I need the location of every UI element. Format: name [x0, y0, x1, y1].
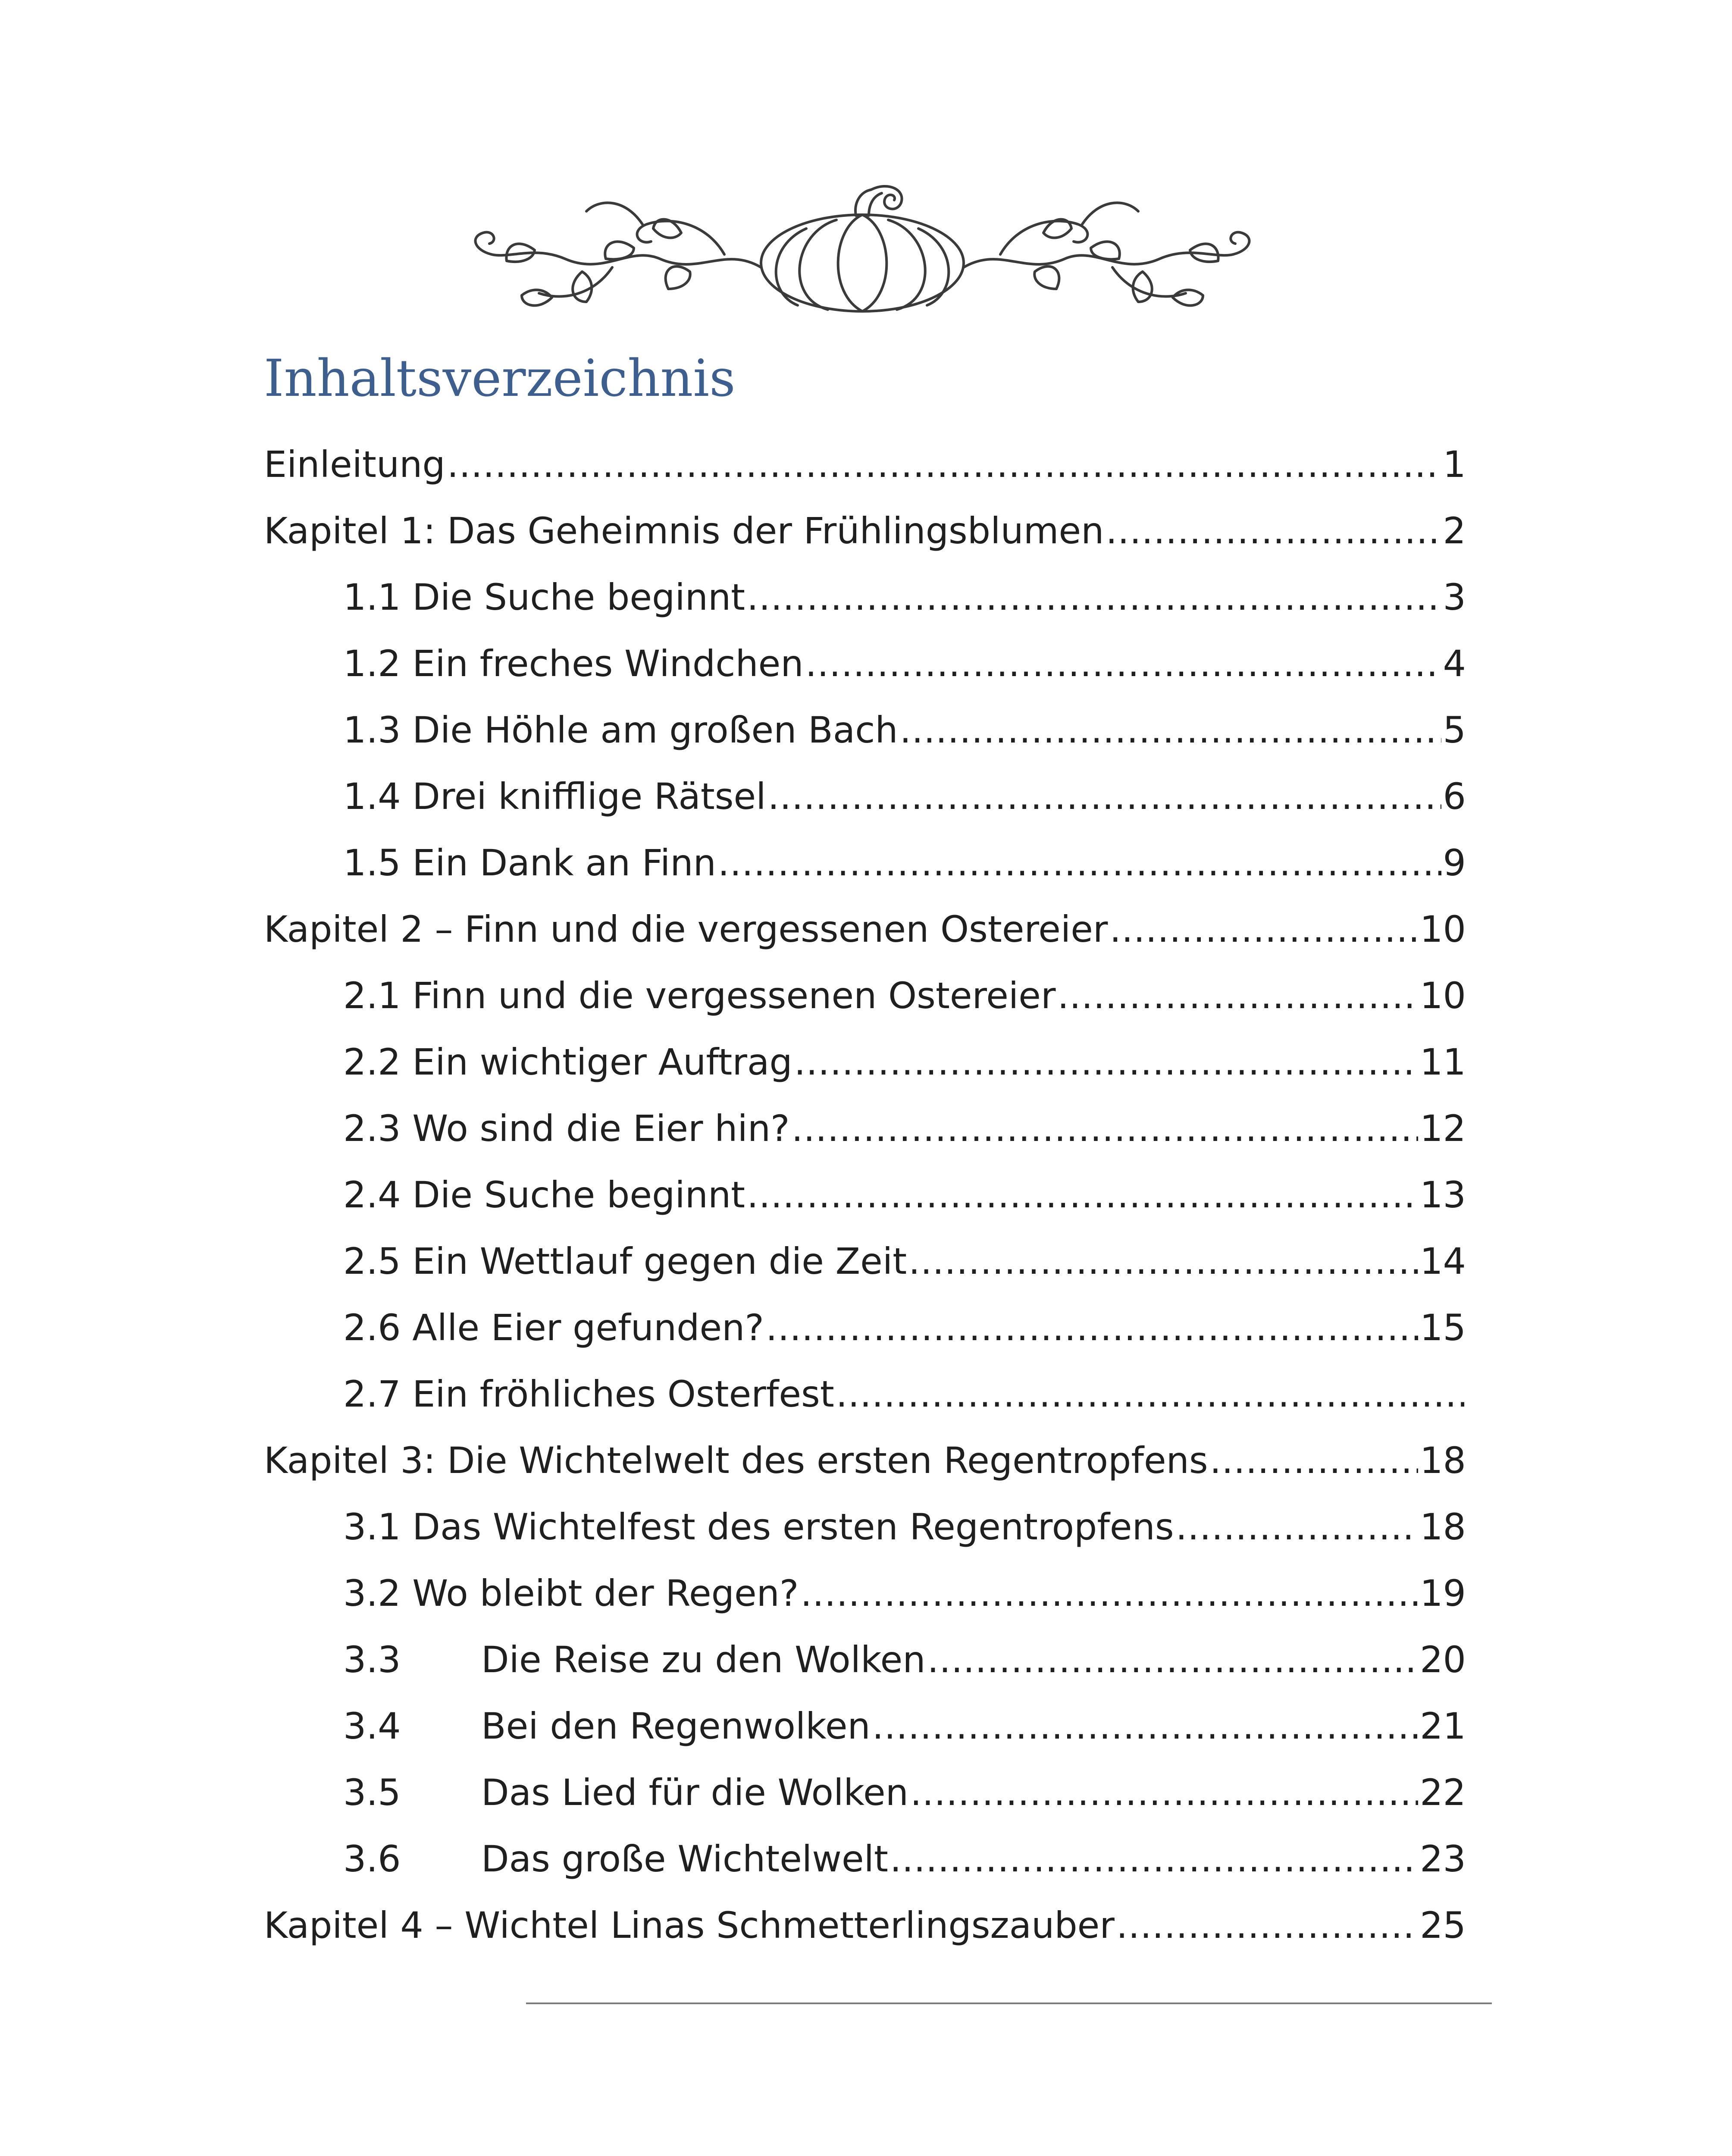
toc-entry-title: 2.2 Ein wichtiger Auftrag: [343, 1041, 792, 1083]
toc-entry[interactable]: [264, 564, 1466, 630]
toc-dot-leader: [908, 1228, 1418, 1294]
toc-entry-title: 1.4 Drei knifflige Rätsel: [343, 775, 766, 818]
toc-entry[interactable]: [264, 1162, 1466, 1228]
toc-entry[interactable]: [264, 1095, 1466, 1162]
toc-entry-page-number: 5: [1443, 709, 1466, 751]
toc-entry-title: Kapitel 1: Das Geheimnis der Frühlingsblumen: [264, 510, 1104, 552]
toc-list: [264, 431, 1466, 1959]
toc-entry-title: 2.7 Ein fröhliches Osterfest: [343, 1373, 834, 1415]
toc-entry-page-number: 21: [1420, 1705, 1466, 1747]
toc-entry-title: Kapitel 3: Die Wichtelwelt des ersten Regentropfens: [264, 1439, 1208, 1482]
toc-entry-title: 3.2 Wo bleibt der Regen?: [343, 1572, 799, 1614]
toc-dot-leader: [794, 1029, 1418, 1095]
toc-dot-leader: [1116, 1892, 1418, 1959]
toc-entry[interactable]: [264, 896, 1466, 962]
toc-entry[interactable]: [264, 630, 1466, 697]
toc-entry-page-number: 11: [1420, 1041, 1466, 1083]
toc-entry-title: 2.1 Finn und die vergessenen Ostereier: [343, 975, 1056, 1017]
toc-dot-leader: [792, 1095, 1418, 1162]
toc-dot-leader: [836, 1361, 1464, 1427]
toc-entry-page-number: 9: [1443, 842, 1466, 884]
toc-entry[interactable]: [264, 1892, 1466, 1959]
toc-dot-leader: [890, 1826, 1418, 1892]
toc-entry[interactable]: [264, 763, 1466, 830]
toc-entry-page-number: 3: [1443, 576, 1466, 618]
toc-entry-page-number: 14: [1420, 1240, 1466, 1282]
toc-entry-title: 1.1 Die Suche beginnt: [343, 576, 745, 618]
toc-entry-title: [343, 1626, 926, 1693]
toc-entry-page-number: 20: [1420, 1639, 1466, 1681]
toc-dot-leader: [747, 1162, 1418, 1228]
toc-entry-number: 3.4: [343, 1705, 401, 1747]
toc-entry[interactable]: [264, 697, 1466, 763]
toc-entry-page-number: 23: [1420, 1838, 1466, 1880]
toc-dot-leader: [1176, 1494, 1419, 1560]
toc-entry-title: 1.3 Die Höhle am großen Bach: [343, 709, 898, 751]
toc-entry[interactable]: [264, 1759, 1466, 1826]
toc-dot-leader: [800, 1560, 1418, 1626]
toc-entry-title: Einleitung: [264, 443, 445, 486]
toc-dot-leader: [766, 1294, 1418, 1361]
toc-dot-leader: [1109, 896, 1418, 962]
toc-dot-leader: [1057, 962, 1418, 1029]
toc-dot-leader: [768, 763, 1441, 830]
toc-entry-page-number: 13: [1420, 1174, 1466, 1216]
toc-dot-leader: [900, 697, 1441, 763]
toc-dot-leader: [1106, 498, 1441, 564]
toc-dot-leader: [872, 1693, 1418, 1759]
toc-entry-number: 3.6: [343, 1838, 401, 1880]
toc-entry-label: Das große Wichtelwelt: [481, 1838, 888, 1880]
toc-entry-number: 3.3: [343, 1639, 401, 1681]
toc-dot-leader: [1210, 1427, 1418, 1494]
toc-entry[interactable]: [264, 1560, 1466, 1626]
toc-heading: Inhaltsverzeichnis: [264, 348, 736, 408]
toc-entry[interactable]: [264, 431, 1466, 498]
toc-dot-leader: [747, 564, 1441, 630]
toc-dot-leader: [927, 1626, 1419, 1693]
toc-dot-leader: [718, 830, 1441, 896]
toc-entry[interactable]: [264, 498, 1466, 564]
toc-entry[interactable]: [264, 1228, 1466, 1294]
toc-entry-page-number: 15: [1420, 1307, 1466, 1349]
toc-entry-page-number: 22: [1420, 1771, 1466, 1814]
toc-entry-title: 2.3 Wo sind die Eier hin?: [343, 1107, 790, 1150]
toc-entry-page-number: 18: [1420, 1439, 1466, 1482]
toc-entry-title: 1.2 Ein freches Windchen: [343, 642, 804, 685]
pumpkin-ornament-icon: [457, 172, 1268, 319]
toc-entry-page-number: 6: [1443, 775, 1466, 818]
toc-entry[interactable]: [264, 1361, 1466, 1427]
toc-entry[interactable]: [264, 962, 1466, 1029]
toc-entry-title: 1.5 Ein Dank an Finn: [343, 842, 716, 884]
toc-entry[interactable]: [264, 1294, 1466, 1361]
toc-entry-page-number: 10: [1420, 975, 1466, 1017]
toc-dot-leader: [805, 630, 1441, 697]
toc-entry[interactable]: [264, 1693, 1466, 1759]
toc-dot-leader: [447, 431, 1441, 498]
toc-entry-title: [343, 1759, 908, 1826]
toc-entry[interactable]: [264, 1494, 1466, 1560]
toc-entry-label: Bei den Regenwolken: [481, 1705, 871, 1747]
toc-entry-title: 2.6 Alle Eier gefunden?: [343, 1307, 764, 1349]
toc-entry-label: Die Reise zu den Wolken: [481, 1639, 926, 1681]
toc-entry-label: Das Lied für die Wolken: [481, 1771, 908, 1814]
toc-entry-page-number: 4: [1443, 642, 1466, 685]
toc-entry-title: Kapitel 2 – Finn und die vergessenen Ostereier: [264, 908, 1108, 950]
toc-entry-number: 3.5: [343, 1771, 401, 1814]
footer-divider: [526, 2002, 1492, 2004]
toc-entry-title: 3.1 Das Wichtelfest des ersten Regentropfens: [343, 1506, 1174, 1548]
toc-entry-title: Kapitel 4 – Wichtel Linas Schmetterlingszauber: [264, 1904, 1115, 1946]
toc-entry-page-number: 19: [1420, 1572, 1466, 1614]
toc-entry[interactable]: [264, 1029, 1466, 1095]
toc-entry-title: 2.4 Die Suche beginnt: [343, 1174, 745, 1216]
toc-entry-page-number: 12: [1420, 1107, 1466, 1150]
toc-entry-page-number: 10: [1420, 908, 1466, 950]
toc-entry[interactable]: [264, 1626, 1466, 1693]
toc-entry-title: [343, 1826, 888, 1892]
toc-entry[interactable]: [264, 830, 1466, 896]
toc-entry-page-number: 2: [1443, 510, 1466, 552]
toc-entry-page-number: 25: [1420, 1904, 1466, 1946]
toc-entry-title: [343, 1693, 871, 1759]
toc-entry[interactable]: [264, 1826, 1466, 1892]
toc-entry-page-number: 1: [1443, 443, 1466, 486]
toc-dot-leader: [910, 1759, 1418, 1826]
toc-entry-page-number: 18: [1420, 1506, 1466, 1548]
toc-entry-title: 2.5 Ein Wettlauf gegen die Zeit: [343, 1240, 907, 1282]
toc-entry[interactable]: [264, 1427, 1466, 1494]
